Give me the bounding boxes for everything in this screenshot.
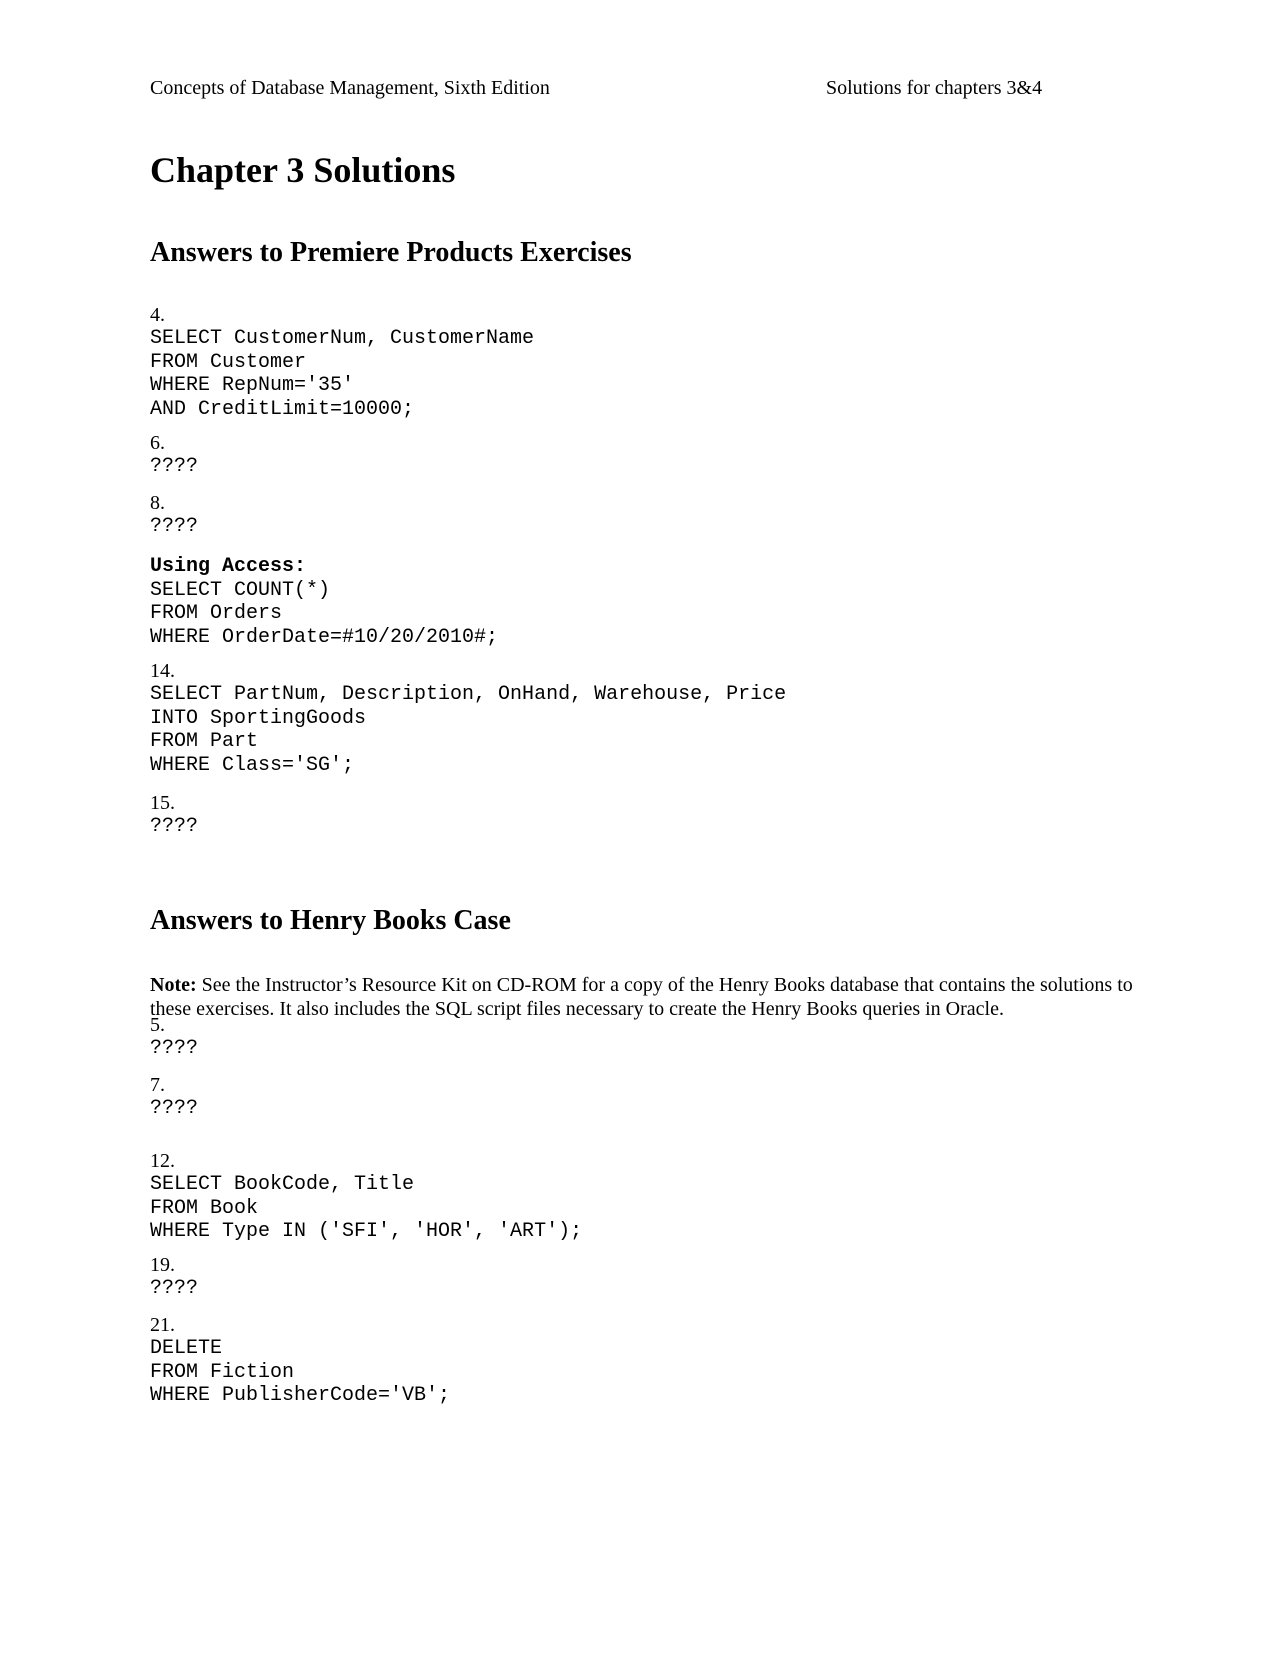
exercise-number: 15. xyxy=(150,792,175,814)
sql-line: ???? xyxy=(150,455,199,478)
sql-line: FROM Fiction xyxy=(150,1360,295,1384)
exercise-number: 6. xyxy=(150,432,165,454)
exercise-12 xyxy=(150,1150,1150,1244)
sql-line: ???? xyxy=(150,815,199,838)
exercise-4 xyxy=(150,304,1150,421)
sql-line: SELECT BookCode, Title xyxy=(150,1173,415,1196)
note-label: Note: xyxy=(150,974,197,996)
section-title-henry: Answers to Henry Books Case xyxy=(150,905,511,936)
exercise-5 xyxy=(150,1014,1150,1061)
exercise-19 xyxy=(150,1254,1150,1301)
exercise-number: 5. xyxy=(150,1014,165,1036)
exercise-number: 7. xyxy=(150,1074,165,1096)
exercise-number: 12. xyxy=(150,1150,175,1172)
exercise-15 xyxy=(150,792,1150,839)
sql-line: ???? xyxy=(150,515,199,538)
sql-line: WHERE PublisherCode='VB'; xyxy=(150,1384,451,1407)
running-header-right: Solutions for chapters 3&4 xyxy=(826,77,1043,99)
sql-line: INTO SportingGoods xyxy=(150,706,367,730)
sql-line: FROM Customer xyxy=(150,350,307,374)
sql-line: SELECT PartNum, Description, OnHand, Warehouse, Price xyxy=(150,683,787,706)
running-header-left: Concepts of Database Management, Sixth Edition xyxy=(150,77,550,99)
section-title-premiere: Answers to Premiere Products Exercises xyxy=(150,237,632,268)
sql-line: ???? xyxy=(150,1037,199,1060)
exercise-number: 19. xyxy=(150,1254,175,1276)
exercise-number: 8. xyxy=(150,492,165,514)
note-text: See the Instructor’s Resource Kit on CD-ROM for a copy of the Henry Books database that contains the solutions to these exercises. It also includes the SQL script files necessary to create the Henry Books queries in Oracle. xyxy=(150,974,1133,1020)
exercise-number: 14. xyxy=(150,660,175,682)
sql-line: WHERE RepNum='35' xyxy=(150,374,355,397)
exercise-8 xyxy=(150,492,1150,539)
exercise-7 xyxy=(150,1074,1150,1121)
sql-line: SELECT COUNT(*) xyxy=(150,578,331,602)
access-query xyxy=(150,555,1150,649)
exercise-number: 21. xyxy=(150,1314,175,1336)
sql-line: FROM Orders xyxy=(150,602,283,625)
sql-line: FROM Part xyxy=(150,730,259,753)
sql-line: DELETE xyxy=(150,1337,223,1360)
exercise-6 xyxy=(150,432,1150,479)
sql-line: ???? xyxy=(150,1277,199,1300)
exercise-14 xyxy=(150,660,1150,777)
sql-line: FROM Book xyxy=(150,1196,259,1220)
sql-line: SELECT CustomerNum, CustomerName xyxy=(150,327,535,350)
sql-line: AND CreditLimit=10000; xyxy=(150,397,415,421)
chapter-title: Chapter 3 Solutions xyxy=(150,150,456,190)
sql-line: WHERE Class='SG'; xyxy=(150,753,355,777)
access-label: Using Access: xyxy=(150,555,307,578)
exercise-number: 4. xyxy=(150,304,165,326)
sql-line: WHERE Type IN ('SFI', 'HOR', 'ART'); xyxy=(150,1220,583,1243)
exercise-21 xyxy=(150,1314,1150,1408)
sql-line: WHERE OrderDate=#10/20/2010#; xyxy=(150,625,499,649)
sql-line: ???? xyxy=(150,1097,199,1120)
